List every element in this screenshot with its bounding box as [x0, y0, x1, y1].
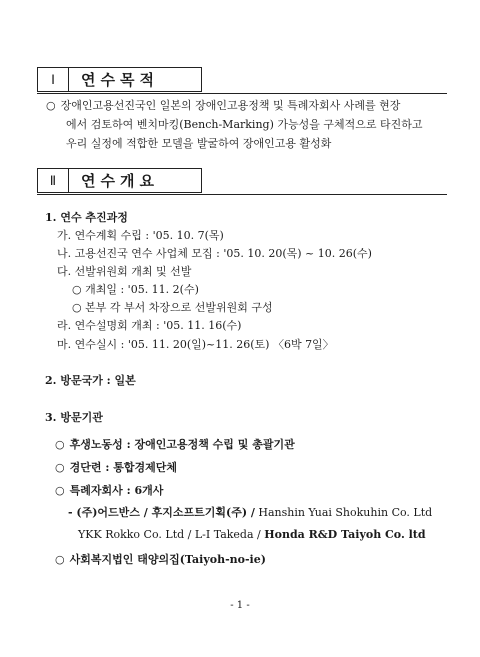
purpose-line-3: 우리 실정에 적합한 모델을 발굴하여 장애인고용 활성화 [66, 137, 332, 150]
bullet-icon: ○ [55, 461, 65, 474]
item-3-heading: 3. 방문기관 [45, 411, 103, 424]
section-2-number: Ⅱ [37, 168, 69, 193]
visit-item-1: ○ 후생노동성 : 장애인고용정책 수립 및 총괄기관 [55, 438, 295, 451]
bullet-icon: ○ [46, 99, 56, 112]
bullet-icon: ○ [55, 553, 65, 566]
visit-item-3: ○ 특례자회사 : 6개사 [55, 484, 164, 497]
section-1-header [37, 67, 202, 92]
step-da: 다. 선발위원회 개최 및 선발 [57, 265, 192, 278]
sub-step-2: ○ 본부 각 부서 차장으로 선발위원회 구성 [72, 301, 273, 314]
bullet-icon: ○ [55, 484, 65, 497]
item-2-heading: 2. 방문국가 : 일본 [45, 374, 136, 387]
visit-item-2: ○ 경단련 : 통합경제단체 [55, 461, 177, 474]
company-list-line-2: YKK Rokko Co. Ltd / L-I Takeda / Honda R&D Taiyoh Co. ltd [78, 528, 426, 541]
purpose-line-2: 에서 검토하여 벤치마킹(Bench-Marking) 가능성을 구체적으로 타진하고 [66, 118, 423, 131]
step-ra: 라. 연수설명회 개최 : '05. 11. 16(수) [57, 319, 242, 332]
page-number: - 1 - [230, 600, 250, 611]
section-1-rule [37, 93, 447, 94]
section-1-title: 연수목적 [69, 67, 202, 92]
step-na: 나. 고용선진국 연수 사업체 모집 : '05. 10. 20(목) ~ 10. 26(수) [57, 247, 372, 260]
step-ma: 마. 연수실시 : '05. 11. 20(일)~11. 26(토) 〈6박 7일〉 [57, 338, 334, 351]
step-ga: 가. 연수계획 수립 : '05. 10. 7(목) [57, 229, 224, 242]
item-1-heading: 1. 연수 추진과정 [45, 211, 128, 224]
company-list-line-1: - (주)어드반스 / 후지소프트기획(주) / Hanshin Yuai Shokuhin Co. Ltd [68, 506, 433, 519]
sub-step-1: ○ 개최일 : '05. 11. 2(수) [72, 283, 199, 296]
visit-item-4: ○ 사회복지법인 태양의집(Taiyoh-no-ie) [55, 553, 266, 566]
section-2-header [37, 168, 202, 193]
purpose-line-1: ○ 장애인고용선진국인 일본의 장애인고용정책 및 특례자회사 사례를 현장 [46, 99, 401, 112]
bullet-icon: ○ [55, 438, 65, 451]
section-2-rule [37, 194, 447, 195]
section-1-number: Ⅰ [37, 67, 69, 92]
section-2-title: 연수개요 [69, 168, 202, 193]
